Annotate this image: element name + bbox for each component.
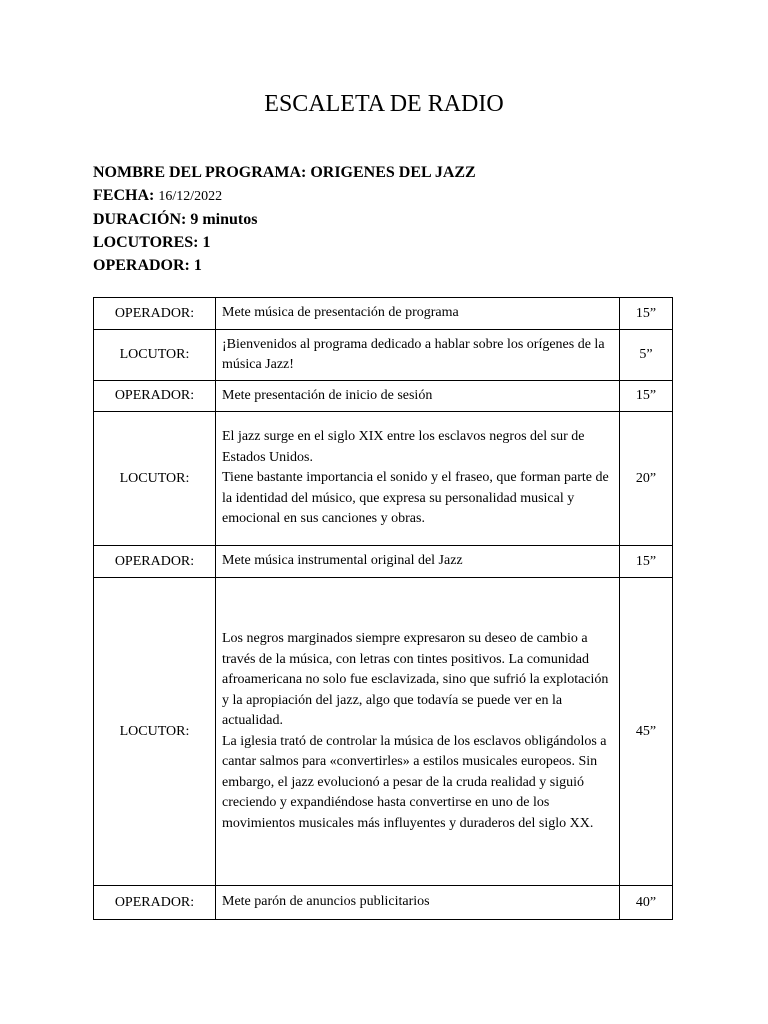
duration-cell: 15”	[620, 546, 673, 578]
content-text: ¡Bienvenidos al programa dedicado a hablar sobre los orígenes de la música Jazz!	[222, 336, 605, 372]
duration-cell: 45”	[620, 578, 673, 886]
content-cell	[216, 886, 620, 920]
script-table	[93, 297, 673, 920]
role-cell: OPERADOR:	[94, 381, 216, 412]
table-row	[94, 886, 673, 920]
duration-cell: 20”	[620, 412, 673, 546]
announcers-value: 1	[202, 234, 211, 251]
content-cell	[216, 330, 620, 381]
table-row	[94, 412, 673, 546]
table-row	[94, 330, 673, 381]
duration-value: 9 minutos	[190, 211, 258, 228]
duration-cell: 40”	[620, 886, 673, 920]
content-cell	[216, 412, 620, 546]
role-cell: OPERADOR:	[94, 546, 216, 578]
content-cell	[216, 578, 620, 886]
program-name-line	[93, 161, 476, 184]
duration-line	[93, 208, 476, 231]
content-text: Mete presentación de inicio de sesión	[222, 387, 433, 403]
role-cell: LOCUTOR:	[94, 330, 216, 381]
duration-label: DURACIÓN:	[93, 211, 187, 228]
role-cell: LOCUTOR:	[94, 412, 216, 546]
program-name-value: ORIGENES DEL JAZZ	[310, 164, 476, 181]
operator-line	[93, 254, 476, 277]
date-line	[93, 184, 476, 208]
content-cell	[216, 546, 620, 578]
role-cell: OPERADOR:	[94, 886, 216, 920]
duration-cell: 15”	[620, 381, 673, 412]
content-text: Tiene bastante importancia el sonido y el fraseo, que forman parte de la identidad del músico, que expresa su personalidad musical y emocional en sus canciones y obras.	[222, 470, 609, 527]
content-text: La iglesia trató de controlar la música de los esclavos obligándolos a cantar salmos para «convertirles» a estilos musicales europeos. Sin embargo, el jazz evolucionó a pesar de la cruda realidad y siguió creciendo y expandiéndose hasta convertirse en uno de los movimientos musicales más influyentes y duraderos del siglo XX.	[222, 733, 607, 831]
table-row	[94, 381, 673, 412]
duration-cell: 15”	[620, 298, 673, 330]
table-row	[94, 298, 673, 330]
program-info	[93, 161, 476, 277]
date-value: 16/12/2022	[158, 189, 223, 204]
announcers-label: LOCUTORES:	[93, 234, 199, 251]
page-title: ESCALETA DE RADIO	[264, 91, 504, 117]
role-cell: OPERADOR:	[94, 298, 216, 330]
table-row	[94, 546, 673, 578]
content-text: Mete música de presentación de programa	[222, 305, 459, 321]
content-text: Los negros marginados siempre expresaron su deseo de cambio a través de la música, con letras con tintes positivos. La comunidad afroamericana no solo fue esclavizada, sino que sufrió la explotación y la apropiación del jazz, algo que todavía se puede ver en la actualidad.	[222, 631, 609, 728]
operator-label: OPERADOR:	[93, 257, 190, 274]
content-cell	[216, 298, 620, 330]
date-label: FECHA:	[93, 187, 155, 204]
content-text: Mete parón de anuncios publicitarios	[222, 894, 430, 910]
program-name-label: NOMBRE DEL PROGRAMA:	[93, 164, 307, 181]
content-text: Mete música instrumental original del Jazz	[222, 553, 463, 569]
duration-cell: 5”	[620, 330, 673, 381]
content-text: El jazz surge en el siglo XIX entre los esclavos negros del sur de Estados Unidos.	[222, 429, 585, 465]
announcers-line	[93, 231, 476, 254]
table-row	[94, 578, 673, 886]
role-cell: LOCUTOR:	[94, 578, 216, 886]
operator-value: 1	[193, 257, 202, 274]
content-cell	[216, 381, 620, 412]
